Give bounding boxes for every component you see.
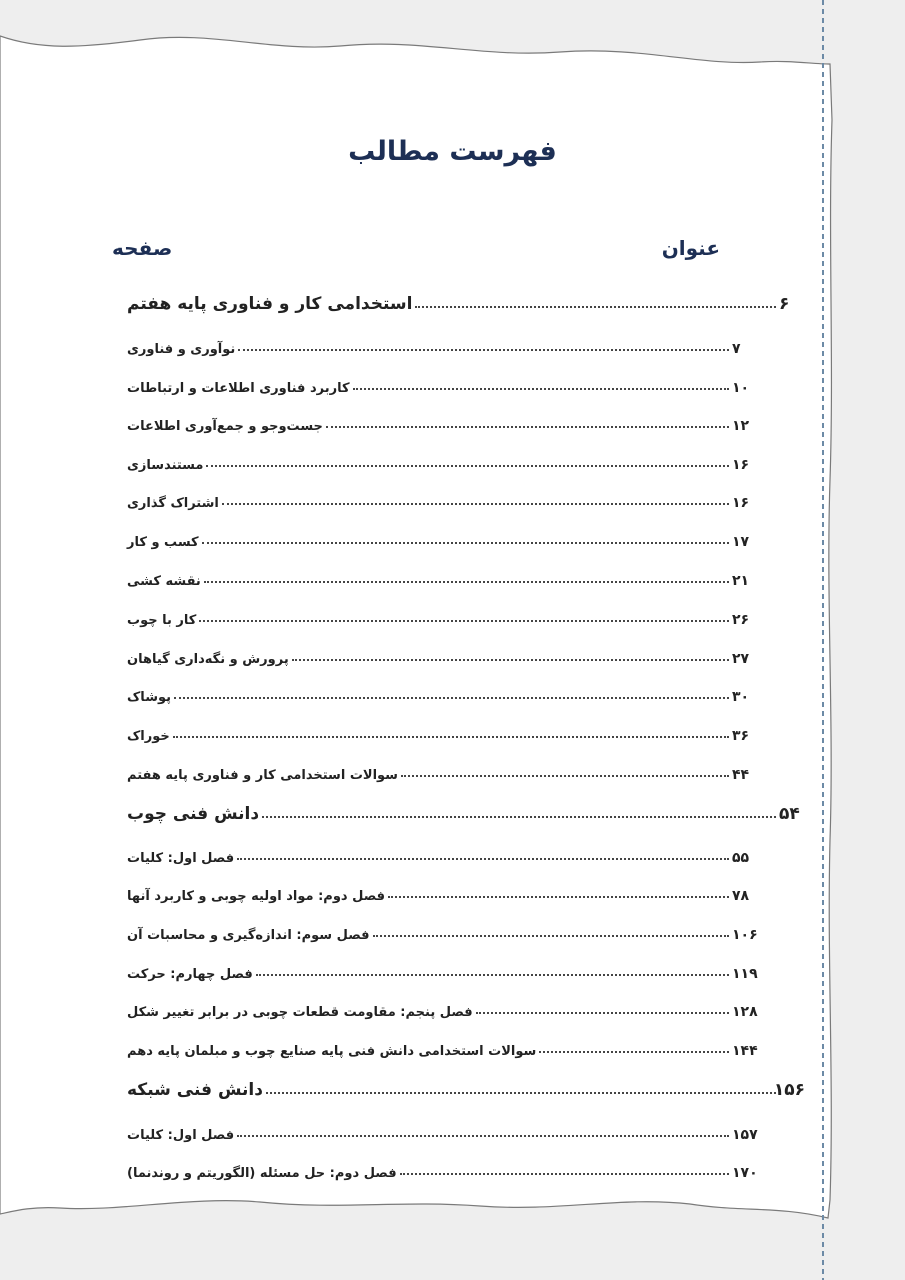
page-title: فهرست مطالب [348, 136, 557, 167]
toc-entry[interactable] [127, 1074, 805, 1100]
entry-title: فصل دوم: مواد اولیه چوبی و کاربرد آنها [127, 889, 386, 904]
entry-page: ۱۲۸ [732, 1004, 758, 1020]
toc-entry[interactable] [127, 878, 758, 904]
leader-dots [326, 426, 729, 428]
entry-page: ۱۷۰ [732, 1165, 758, 1181]
entry-title: فصل دوم: حل مسئله (الگوریتم و روندنما) [127, 1166, 397, 1181]
leader-dots [173, 736, 729, 738]
entry-title: سوالات استخدامی کار و فناوری پایه هفتم [127, 768, 398, 783]
leader-dots [237, 858, 729, 860]
entry-title: مستندسازی [127, 458, 204, 473]
toc-entry[interactable] [127, 956, 758, 982]
toc-entry[interactable] [127, 1155, 758, 1181]
toc-entry[interactable] [127, 641, 758, 667]
toc-entry[interactable] [127, 602, 758, 628]
entry-page: ۱۱۹ [732, 966, 758, 982]
entry-page: ۱۵۶ [773, 1080, 805, 1100]
entry-title: دانش فنی چوب [127, 804, 260, 824]
leader-dots [237, 1135, 729, 1137]
toc-entry[interactable] [127, 757, 758, 783]
leader-dots [292, 659, 729, 661]
entry-page: ۵۴ [779, 804, 800, 824]
entry-title: فصل اول: کلیات [127, 1128, 235, 1143]
leader-dots [401, 775, 729, 777]
entry-title: خوراک [127, 729, 170, 744]
toc-entry[interactable] [127, 447, 758, 473]
entry-title: نوآوری و فناوری [127, 342, 236, 357]
leader-dots [400, 1173, 729, 1175]
entry-page: ۷ [732, 341, 741, 357]
toc-entry[interactable] [127, 798, 805, 824]
entry-page: ۱۰۶ [732, 927, 758, 943]
leader-dots [262, 816, 776, 818]
toc-entry[interactable] [127, 1117, 758, 1143]
leader-dots [415, 306, 776, 308]
toc-entry[interactable] [127, 994, 758, 1020]
entry-title: کار با چوب [127, 613, 197, 628]
leader-dots [206, 465, 729, 467]
entry-page: ۱۶ [732, 457, 750, 473]
toc-entry[interactable] [127, 408, 758, 434]
entry-page: ۱۲ [732, 418, 750, 434]
toc-entry[interactable] [127, 485, 758, 511]
entry-page: ۱۷ [732, 534, 750, 550]
entry-title: کسب و کار [127, 535, 199, 550]
entry-title: فصل سوم: اندازه‌گیری و محاسبات آن [127, 928, 370, 943]
leader-dots [204, 581, 729, 583]
toc-entry[interactable] [127, 370, 758, 396]
leader-dots [202, 542, 729, 544]
entry-page: ۳۰ [732, 689, 750, 705]
toc-entry[interactable] [127, 288, 805, 314]
toc-entry[interactable] [127, 679, 758, 705]
entry-title: سوالات استخدامی دانش فنی پایه صنایع چوب و مبلمان پایه دهم [127, 1044, 537, 1059]
toc-entry[interactable] [127, 1033, 758, 1059]
leader-dots [199, 620, 729, 622]
entry-title: دانش فنی شبکه [127, 1080, 263, 1100]
toc-entry[interactable] [127, 718, 758, 744]
entry-page: ۲۷ [732, 651, 750, 667]
entry-title: کاربرد فناوری اطلاعات و ارتباطات [127, 381, 350, 396]
entry-title: اشتراک گذاری [127, 496, 219, 511]
leader-dots [174, 697, 729, 699]
entry-title: فصل پنجم: مقاومت قطعات چوبی در برابر تغییر شکل [127, 1005, 473, 1020]
entry-page: ۱۴۴ [732, 1043, 758, 1059]
entry-page: ۵۵ [732, 850, 750, 866]
leader-dots [238, 349, 729, 351]
toc-entry[interactable] [127, 524, 758, 550]
entry-title: فصل چهارم: حرکت [127, 967, 253, 982]
entry-title: پرورش و نگه‌داری گیاهان [127, 652, 289, 667]
column-header-page: صفحه [112, 236, 173, 260]
entry-page: ۲۱ [732, 573, 750, 589]
entry-title: فصل اول: کلیات [127, 851, 235, 866]
leader-dots [539, 1051, 729, 1053]
entry-page: ۳۶ [732, 728, 750, 744]
entry-page: ۱۰ [732, 380, 750, 396]
leader-dots [222, 503, 729, 505]
toc-entry[interactable] [127, 840, 758, 866]
column-header-title: عنوان [661, 236, 720, 260]
entry-title: جست‌وجو و جمع‌آوری اطلاعات [127, 419, 323, 434]
toc-entry[interactable] [127, 563, 758, 589]
entry-page: ۷۸ [732, 888, 750, 904]
leader-dots [373, 935, 729, 937]
entry-title: پوشاک [127, 690, 172, 705]
leader-dots [266, 1092, 776, 1094]
entry-page: ۱۶ [732, 495, 750, 511]
entry-title: استخدامی کار و فناوری پایه هفتم [127, 294, 413, 314]
leader-dots [388, 896, 729, 898]
toc-entry[interactable] [127, 917, 758, 943]
leader-dots [476, 1012, 729, 1014]
entry-page: ۶ [779, 294, 790, 314]
leader-dots [256, 974, 729, 976]
toc-entry[interactable] [127, 331, 758, 357]
entry-title: نقشه کشی [127, 574, 201, 589]
entry-page: ۴۴ [732, 767, 750, 783]
entry-page: ۲۶ [732, 612, 750, 628]
entry-page: ۱۵۷ [732, 1127, 758, 1143]
leader-dots [353, 388, 729, 390]
